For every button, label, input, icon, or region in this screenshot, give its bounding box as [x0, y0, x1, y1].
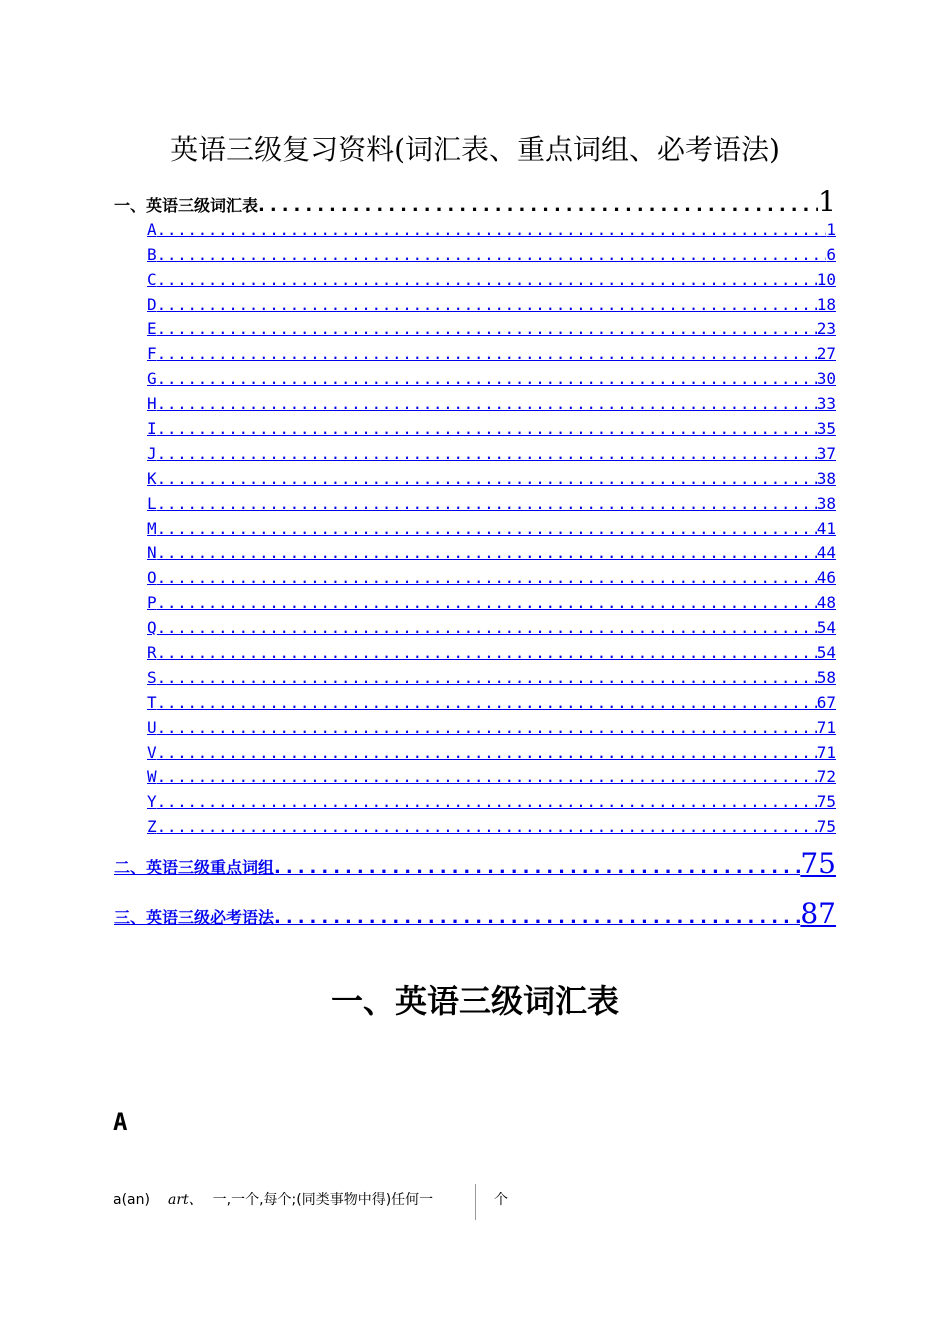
toc-page-number: 41: [816, 518, 836, 538]
toc-leader-dots: [157, 244, 827, 266]
toc-page-number: 23: [816, 319, 836, 339]
toc-link-letter-m[interactable]: [147, 515, 836, 540]
toc-leader-dots: [157, 468, 817, 490]
toc-letter-label: E: [147, 319, 157, 339]
toc-link-key-phrases[interactable]: [114, 842, 836, 878]
toc-leader-dots: [157, 742, 817, 764]
toc-section-label: 二、英语三级重点词组: [114, 858, 275, 878]
toc-letter-label: Y: [147, 792, 157, 812]
toc-leader-dots: [157, 269, 817, 291]
toc-letter-label: H: [147, 394, 157, 414]
toc-letter-label: D: [147, 294, 157, 314]
toc-link-letter-l[interactable]: [147, 490, 836, 515]
toc-link-letter-p[interactable]: [147, 589, 836, 614]
toc-link-letter-c[interactable]: [147, 266, 836, 291]
toc-letter-label: V: [147, 742, 157, 762]
toc-page-number: 75: [816, 792, 836, 812]
toc-link-letter-e[interactable]: [147, 316, 836, 341]
toc-page-number: 67: [816, 692, 836, 712]
toc-leader-dots: [157, 393, 817, 415]
column-divider: [475, 1184, 476, 1220]
toc-page-number: 33: [816, 394, 836, 414]
entry-meaning: 一,一个,每个;(同类事物中得)任何一: [212, 1192, 434, 1208]
toc-link-letter-z[interactable]: [147, 813, 836, 838]
toc-page-number: 38: [816, 493, 836, 513]
toc-leader-dots: [157, 318, 817, 340]
section-heading: 一、英语三级词汇表: [330, 982, 619, 1020]
toc-leader-dots: [157, 418, 817, 440]
toc-page-number: 54: [816, 643, 836, 663]
toc-leader-dots: [157, 692, 817, 714]
toc-letter-label: W: [147, 767, 157, 787]
toc-letter-label: R: [147, 643, 157, 663]
toc-letter-label: Q: [147, 618, 157, 638]
toc-link-letter-u[interactable]: [147, 714, 836, 739]
toc-link-letter-b[interactable]: [147, 241, 836, 266]
entry-word: a(an): [113, 1192, 150, 1208]
toc-leader-dots: [274, 907, 800, 928]
toc-page-number: 71: [816, 717, 836, 737]
toc-page-number: 75: [800, 847, 836, 879]
toc-page-number: 46: [816, 568, 836, 588]
toc-page-number: 37: [816, 443, 836, 463]
toc-leader-dots: [157, 542, 817, 564]
toc-leader-dots: [157, 617, 817, 639]
toc-leader-dots: [157, 493, 817, 515]
toc-page-number: 18: [816, 294, 836, 314]
toc-letter-label: P: [147, 593, 157, 613]
toc-link-letter-n[interactable]: [147, 540, 836, 565]
toc-page-number: 71: [816, 742, 836, 762]
entry-meaning-continued: 个: [494, 1192, 508, 1208]
toc-page-number: 38: [816, 468, 836, 488]
toc-link-letter-j[interactable]: [147, 440, 836, 465]
toc-leader-dots: [157, 567, 817, 589]
toc-leader-dots: [157, 294, 817, 316]
letter-heading: A: [113, 1108, 128, 1136]
toc-page-number: 75: [816, 817, 836, 837]
toc-leader-dots: [157, 667, 817, 689]
toc-page-number: 87: [800, 897, 836, 929]
toc-letter-list: [114, 216, 836, 838]
toc-leader-dots: [157, 219, 827, 241]
toc-letter-label: F: [147, 344, 157, 364]
toc-link-letter-o[interactable]: [147, 564, 836, 589]
toc-link-letter-r[interactable]: [147, 639, 836, 664]
toc-section-label: 三、英语三级必考语法: [114, 908, 275, 928]
toc-section-vocabulary: [114, 180, 836, 216]
toc-page-number: 6: [826, 244, 836, 264]
toc-letter-label: N: [147, 543, 157, 563]
toc-link-letter-t[interactable]: [147, 689, 836, 714]
toc-letter-label: Z: [147, 817, 157, 837]
entry-part-of-speech: art、: [167, 1192, 203, 1208]
toc-leader-dots: [157, 443, 817, 465]
toc-leader-dots: [157, 816, 817, 838]
toc-page-number: 44: [816, 543, 836, 563]
toc-leader-dots: [157, 592, 817, 614]
toc-link-letter-f[interactable]: [147, 340, 836, 365]
toc-letter-label: A: [147, 219, 157, 239]
toc-leader-dots: [157, 343, 817, 365]
toc-page-number: 58: [816, 667, 836, 687]
toc-link-letter-k[interactable]: [147, 465, 836, 490]
toc-letter-label: B: [147, 244, 157, 264]
toc-letter-label: L: [147, 493, 157, 513]
toc-page-number: 1: [826, 219, 836, 239]
toc-link-grammar[interactable]: [114, 892, 836, 928]
toc-letter-label: G: [147, 369, 157, 389]
toc-letter-label: U: [147, 717, 157, 737]
toc-link-letter-v[interactable]: [147, 739, 836, 764]
toc-letter-label: S: [147, 667, 157, 687]
toc-section-label: 一、英语三级词汇表: [114, 196, 259, 215]
toc-leader-dots: [258, 195, 818, 216]
toc-letter-label: I: [147, 419, 157, 439]
toc-page-number: 27: [816, 344, 836, 364]
toc-letter-label: O: [147, 568, 157, 588]
toc-letter-label: T: [147, 692, 157, 712]
toc-letter-label: C: [147, 269, 157, 289]
toc-link-letter-q[interactable]: [147, 614, 836, 639]
toc-leader-dots: [274, 857, 800, 878]
toc-leader-dots: [157, 518, 817, 540]
toc-link-letter-s[interactable]: [147, 664, 836, 689]
toc-link-letter-a[interactable]: [147, 216, 836, 241]
toc-letter-label: J: [147, 443, 157, 463]
document-title: 英语三级复习资料(词汇表、重点词组、必考语法): [170, 133, 780, 166]
toc-link-letter-g[interactable]: [147, 365, 836, 390]
toc-link-letter-w[interactable]: [147, 764, 836, 789]
toc-letter-label: M: [147, 518, 157, 538]
toc-leader-dots: [157, 717, 817, 739]
toc-page-number: 72: [816, 767, 836, 787]
toc-page-number: 10: [816, 269, 836, 289]
toc-page-number: 35: [816, 419, 836, 439]
table-of-contents: [114, 180, 836, 928]
toc-leader-dots: [157, 642, 817, 664]
toc-letter-label: K: [147, 468, 157, 488]
toc-page-number: 48: [816, 593, 836, 613]
toc-leader-dots: [157, 766, 817, 788]
toc-link-letter-h[interactable]: [147, 390, 836, 415]
toc-page-number: 1: [818, 185, 836, 216]
toc-page-number: 54: [816, 618, 836, 638]
toc-leader-dots: [157, 368, 817, 390]
toc-link-letter-y[interactable]: [147, 788, 836, 813]
toc-page-number: 30: [816, 369, 836, 389]
toc-link-letter-i[interactable]: [147, 415, 836, 440]
toc-link-letter-d[interactable]: [147, 291, 836, 316]
vocab-entry: [113, 1188, 508, 1212]
toc-leader-dots: [157, 791, 817, 813]
